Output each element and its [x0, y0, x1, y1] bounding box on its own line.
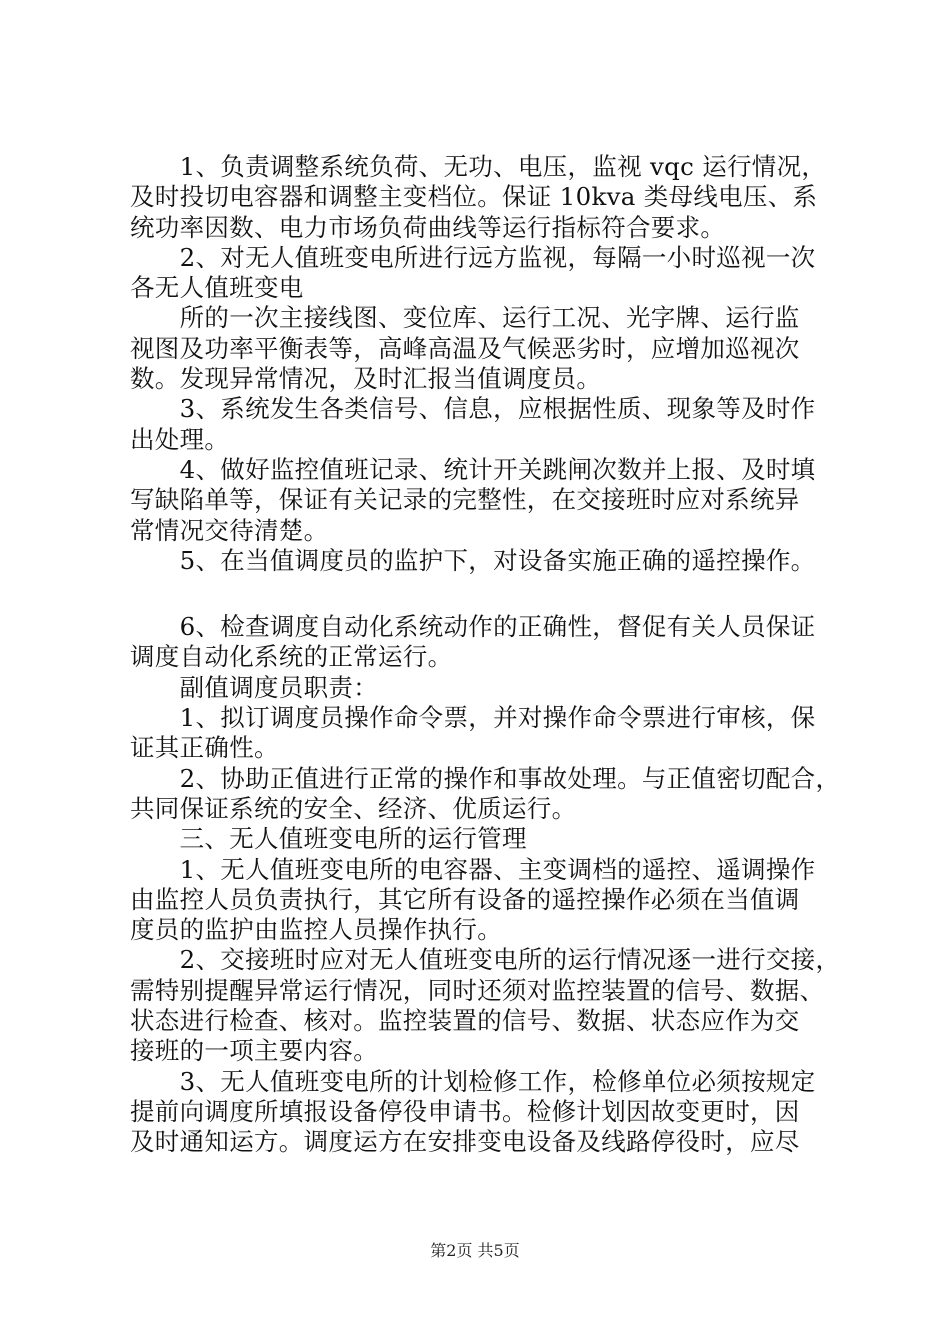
- text-line: 由监控人员负责执行，其它所有设备的遥控操作必须在当值调: [130, 884, 800, 914]
- text-line: 2、对无人值班变电所进行远方监视，每隔一小时巡视一次: [130, 242, 816, 272]
- text-line: 1、拟订调度员操作命令票，并对操作命令票进行审核，保: [130, 703, 816, 733]
- text-line: 3、无人值班变电所的计划检修工作，检修单位必须按规定: [130, 1066, 816, 1096]
- text-line: 及时投切电容器和调整主变档位。保证 10kva 类母线电压、系: [130, 182, 818, 212]
- text-line: 及时通知运方。调度运方在安排变电设备及线路停役时，应尽: [130, 1127, 800, 1157]
- text-line: 6、检查调度自动化系统动作的正确性，督促有关人员保证: [130, 612, 816, 642]
- text-line: 写缺陷单等，保证有关记录的完整性，在交接班时应对系统异: [130, 485, 800, 515]
- text-line: 1、无人值班变电所的电容器、主变调档的遥控、遥调操作: [130, 854, 816, 884]
- text-line: 提前向调度所填报设备停役申请书。检修计划因故变更时，因: [130, 1096, 800, 1126]
- text-line: 4、做好监控值班记录、统计开关跳闸次数并上报、及时填: [130, 454, 816, 484]
- text-line: 证其正确性。: [130, 733, 279, 763]
- text-line: 数。发现异常情况，及时汇报当值调度员。: [130, 364, 602, 394]
- text-line: 副值调度员职责：: [130, 672, 378, 702]
- text-line: 需特别提醒异常运行情况，同时还须对监控装置的信号、数据、: [130, 975, 825, 1005]
- text-line: 5、在当值调度员的监护下，对设备实施正确的遥控操作。: [130, 545, 816, 575]
- text-line: 状态进行检查、核对。监控装置的信号、数据、状态应作为交: [130, 1006, 800, 1036]
- blank-line: [130, 576, 830, 612]
- text-line: 度员的监护由监控人员操作执行。: [130, 915, 502, 945]
- text-line: 接班的一项主要内容。: [130, 1036, 378, 1066]
- text-line: 三、无人值班变电所的运行管理: [130, 824, 527, 854]
- text-line: 2、协助正值进行正常的操作和事故处理。与正值密切配合，: [130, 763, 841, 793]
- text-line: 常情况交待清楚。: [130, 515, 329, 545]
- text-line: 共同保证系统的安全、经济、优质运行。: [130, 793, 577, 823]
- document-body: [130, 152, 841, 1158]
- text-line: 2、交接班时应对无人值班变电所的运行情况逐一进行交接，: [130, 945, 841, 975]
- text-line: 统功率因数、电力市场负荷曲线等运行指标符合要求。: [130, 212, 726, 242]
- text-line: 1、负责调整系统负荷、无功、电压，监视 vqc 运行情况，: [130, 152, 827, 181]
- text-line: 各无人值班变电: [130, 273, 304, 303]
- text-line: 出处理。: [130, 424, 230, 454]
- text-line: 所的一次主接线图、变位库、运行工况、光字牌、运行监: [130, 303, 800, 333]
- text-line: 调度自动化系统的正常运行。: [130, 642, 453, 672]
- page-footer: 第2页 共5页: [430, 1241, 520, 1260]
- text-line: 视图及功率平衡表等，高峰高温及气候恶劣时，应增加巡视次: [130, 333, 800, 363]
- text-line: 3、系统发生各类信号、信息，应根据性质、现象等及时作: [130, 394, 816, 424]
